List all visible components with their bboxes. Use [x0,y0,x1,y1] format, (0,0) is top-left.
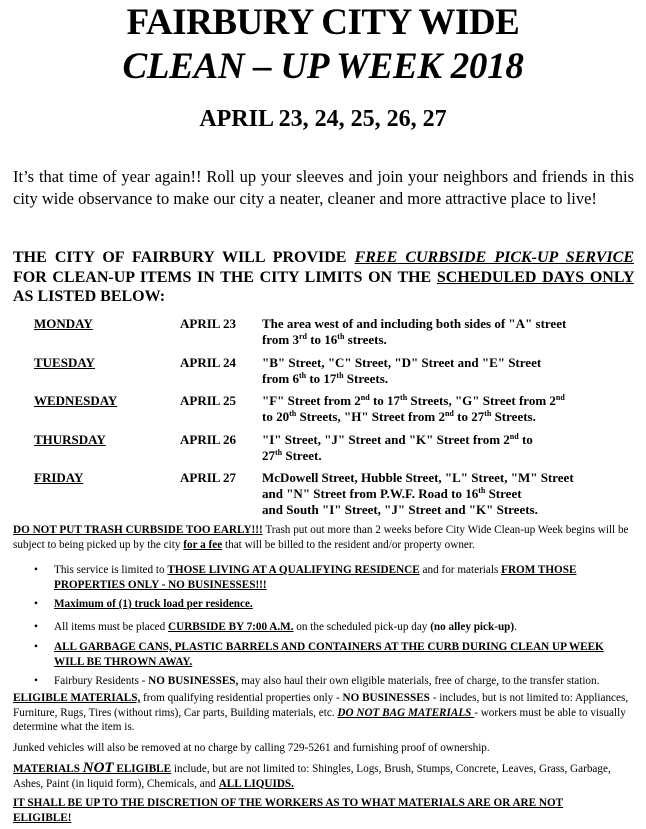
desc-line: from 6th to 17th Streets. [262,371,389,386]
schedule-description [262,432,632,464]
desc-line: 27th Street. [262,448,322,463]
schedule-row-thursday [34,432,634,466]
scheduled-days-emphasis: SCHEDULED DAYS ONLY [436,268,634,286]
schedule-day: WEDNESDAY [34,393,118,408]
schedule-day: FRIDAY [34,470,84,485]
bullet-icon: • [34,621,38,633]
title-line-1: FAIRBURY CITY WIDE [126,2,520,43]
schedule-row-wednesday [34,393,634,427]
service-announcement [13,248,634,307]
schedule-description [262,470,632,518]
bullet-icon: • [34,675,38,687]
desc-line: McDowell Street, Hubble Street, "L" Street, "M" Street [262,470,574,485]
schedule-date: APRIL 27 [180,470,236,485]
schedule-row-monday [34,316,634,350]
schedule-date: APRIL 26 [180,432,236,447]
eligible-materials: ELIGIBLE MATERIALS, from qualifying residential properties only - NO BUSINESSES - includes, but is not limited to: Appliances, Furniture, Rugs, Tires (without rims), Car parts, Building materials, etc. DO NOT BAG MATERIALS - workers must be able to visually determine what the item is. [13,692,629,733]
free-curbside-emphasis: FREE CURBSIDE PICK-UP SERVICE [354,249,634,266]
announcement-text: FOR CLEAN-UP ITEMS IN THE CITY LIMITS ON THE [13,268,437,286]
desc-line: "B" Street, "C" Street, "D" Street and "E" Street [262,355,542,370]
schedule-row-tuesday [34,355,634,389]
desc-line: to 20th Streets, "H" Street from 2nd to 27th Streets. [262,409,536,424]
discretion-notice: IT SHALL BE UP TO THE DISCRETION OF THE WORKERS AS TO WHAT MATERIALS ARE OR ARE NOT ELIGIBLE! [13,797,564,824]
bullet-icon: • [34,564,38,576]
schedule-description [262,393,632,425]
desc-line: from 3rd to 16th streets. [262,332,387,347]
announcement-text: THE CITY OF FAIRBURY WILL PROVIDE [13,249,355,266]
schedule-date: APRIL 24 [180,355,236,370]
bullet-icon: • [34,598,38,610]
fee-emphasis: for a fee [183,538,223,551]
event-dates: APRIL 23, 24, 25, 26, 27 [199,106,447,132]
schedule-row-friday [34,470,634,520]
schedule-day: TUESDAY [34,355,95,370]
title-line-2: CLEAN – UP WEEK 2018 [122,46,524,87]
schedule-date: APRIL 25 [180,393,236,408]
schedule-description [262,316,632,348]
schedule-date: APRIL 23 [180,316,236,331]
bullet-item: • This service is limited to THOSE LIVING AT A QUALIFYING RESIDENCE and for materials FROM THOSE PROPERTIES ONLY - NO BUSINESSES!!! [34,564,577,591]
junked-vehicles-note: Junked vehicles will also be removed at no charge by calling 729-5261 and furnishing proof of ownership. [13,742,490,754]
warning-lead: DO NOT PUT TRASH CURBSIDE TOO EARLY!!! [13,524,263,536]
schedule-day: THURSDAY [34,432,106,447]
desc-line: "I" Street, "J" Street and "K" Street from 2nd to [262,432,533,447]
desc-line: "F" Street from 2nd to 17th Streets, "G" Street from 2nd [262,393,565,408]
bullet-icon: • [34,641,38,653]
schedule-day: MONDAY [34,316,93,331]
announcement-text: AS LISTED BELOW: [13,288,166,305]
desc-line: and South "I" Street, "J" Street and "K" Streets. [262,502,538,517]
not-eligible-materials: MATERIALS NOT ELIGIBLE include, but are not limited to: Shingles, Logs, Brush, Stumps, Concrete, Leaves, Grass, Garbage, Ashes, Paint (in liquid form), Chemicals, and ALL LIQUIDS. [13,760,611,790]
desc-line: and "N" Street from P.W.F. Road to 16th Street [262,486,522,501]
early-trash-warning: DO NOT PUT TRASH CURBSIDE TOO EARLY!!! Trash put out more than 2 weeks before City Wide Clean-up Week begins will be subject to being picked up by the city for a fee that will be billed to the resident and/or property owner. [13,524,629,551]
desc-line: The area west of and including both sides of "A" street [262,316,567,331]
schedule-description [262,355,632,387]
intro-paragraph: It’s that time of year again!! Roll up your sleeves and join your neighbors and friends in this city wide observance to make our city a neater, cleaner and more attractive place to live! [13,167,634,208]
